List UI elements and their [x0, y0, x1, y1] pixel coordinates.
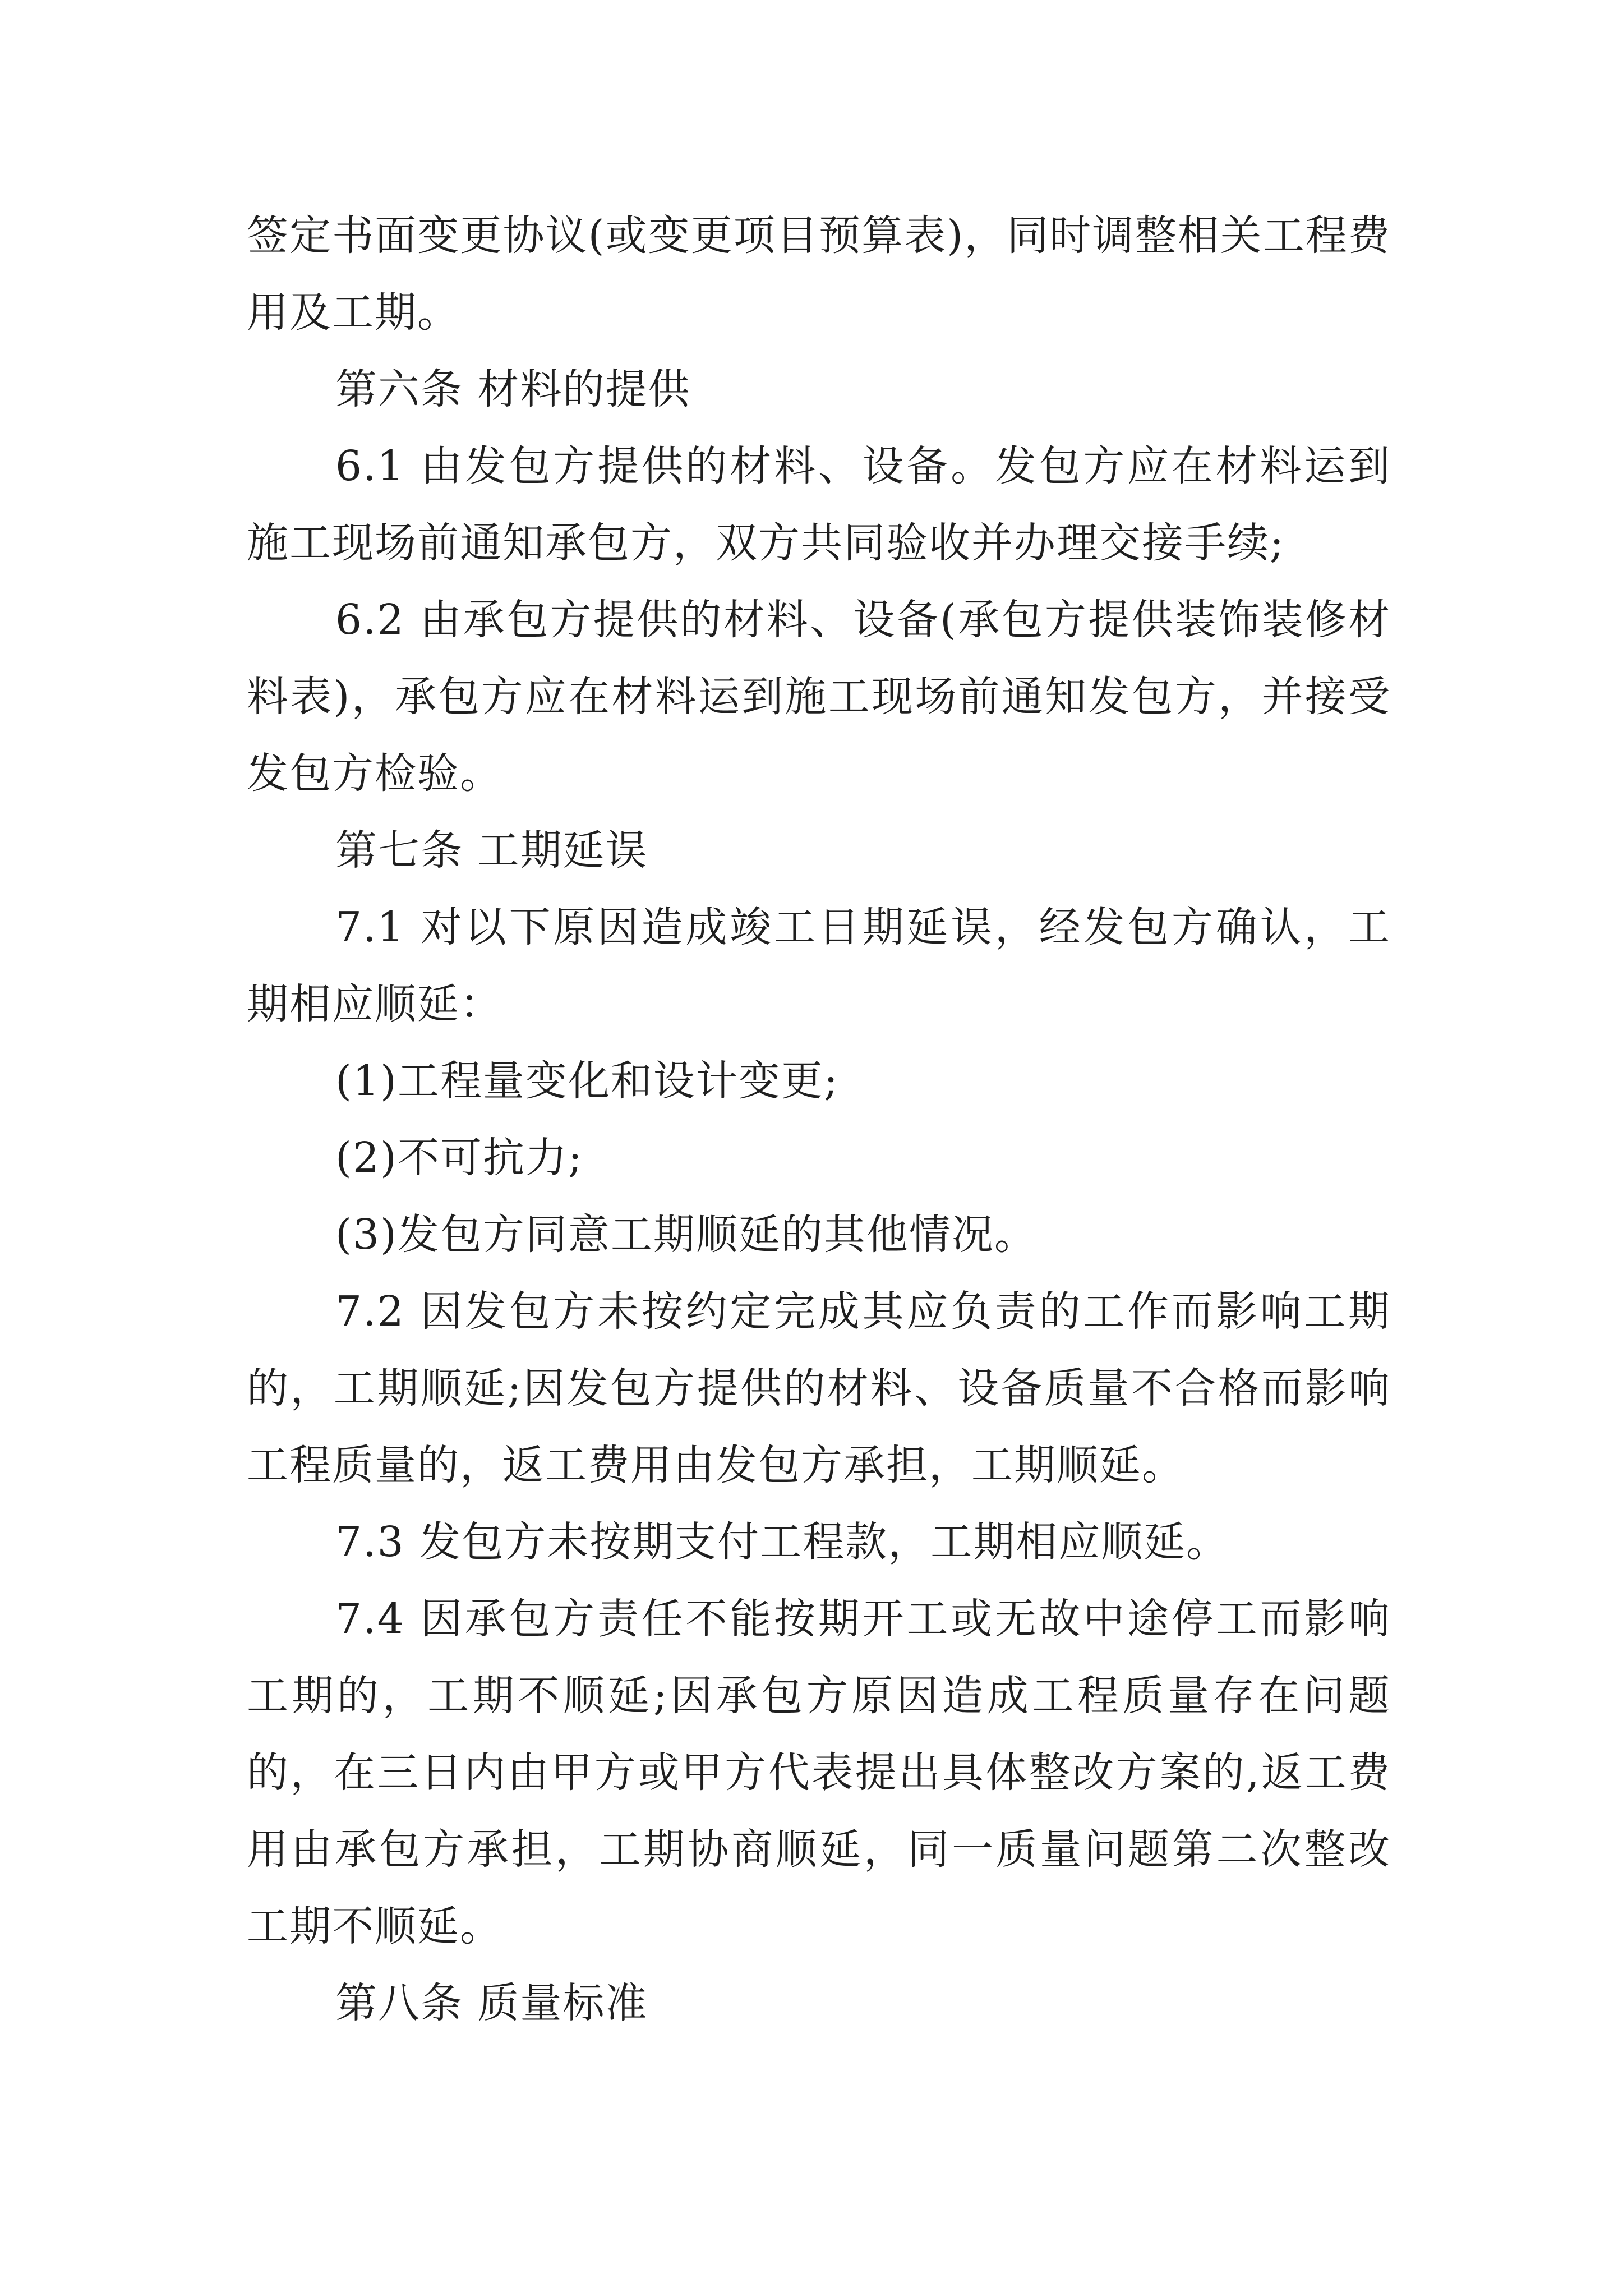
clause-6-2: 6.2 由承包方提供的材料、设备(承包方提供装饰装修材料表)，承包方应在材料运到施工现场前通知发包方，并接受发包方检验。: [247, 596, 1391, 798]
clause-6-1: 6.1 由发包方提供的材料、设备。发包方应在材料运到施工现场前通知承包方，双方共同验收并办理交接手续;: [247, 442, 1391, 567]
clause-7-1: 7.1 对以下原因造成竣工日期延误，经发包方确认，工期相应顺延：: [247, 903, 1391, 1028]
article-8-heading: 第八条 质量标准: [335, 1979, 648, 2027]
list-item-1: (1)工程量变化和设计变更;: [335, 1057, 839, 1105]
article-7-heading: 第七条 工期延误: [335, 826, 648, 875]
article-6-heading: 第六条 材料的提供: [335, 365, 691, 413]
clause-7-3: 7.3 发包方未按期支付工程款，工期相应顺延。: [335, 1518, 1229, 1566]
clause-7-4: 7.4 因承包方责任不能按期开工或无故中途停工而影响工期的，工期不顺延;因承包方原因造成工程质量存在问题的，在三日内由甲方或甲方代表提出具体整改方案的,返工费用由承包方承担，工期协商顺延，同一质量问题第二次整改工期不顺延。: [247, 1595, 1391, 1950]
clause-7-2: 7.2 因发包方未按约定完成其应负责的工作而影响工期的，工期顺延;因发包方提供的材料、设备质量不合格而影响工程质量的，返工费用由发包方承担，工期顺延。: [247, 1287, 1391, 1489]
document-body: [247, 197, 1391, 2042]
list-item-3: (3)发包方同意工期顺延的其他情况。: [335, 1211, 1037, 1259]
paragraph-continuation: 签定书面变更协议(或变更项目预算表)，同时调整相关工程费用及工期。: [247, 211, 1391, 337]
list-item-2: (2)不可抗力;: [335, 1134, 583, 1182]
